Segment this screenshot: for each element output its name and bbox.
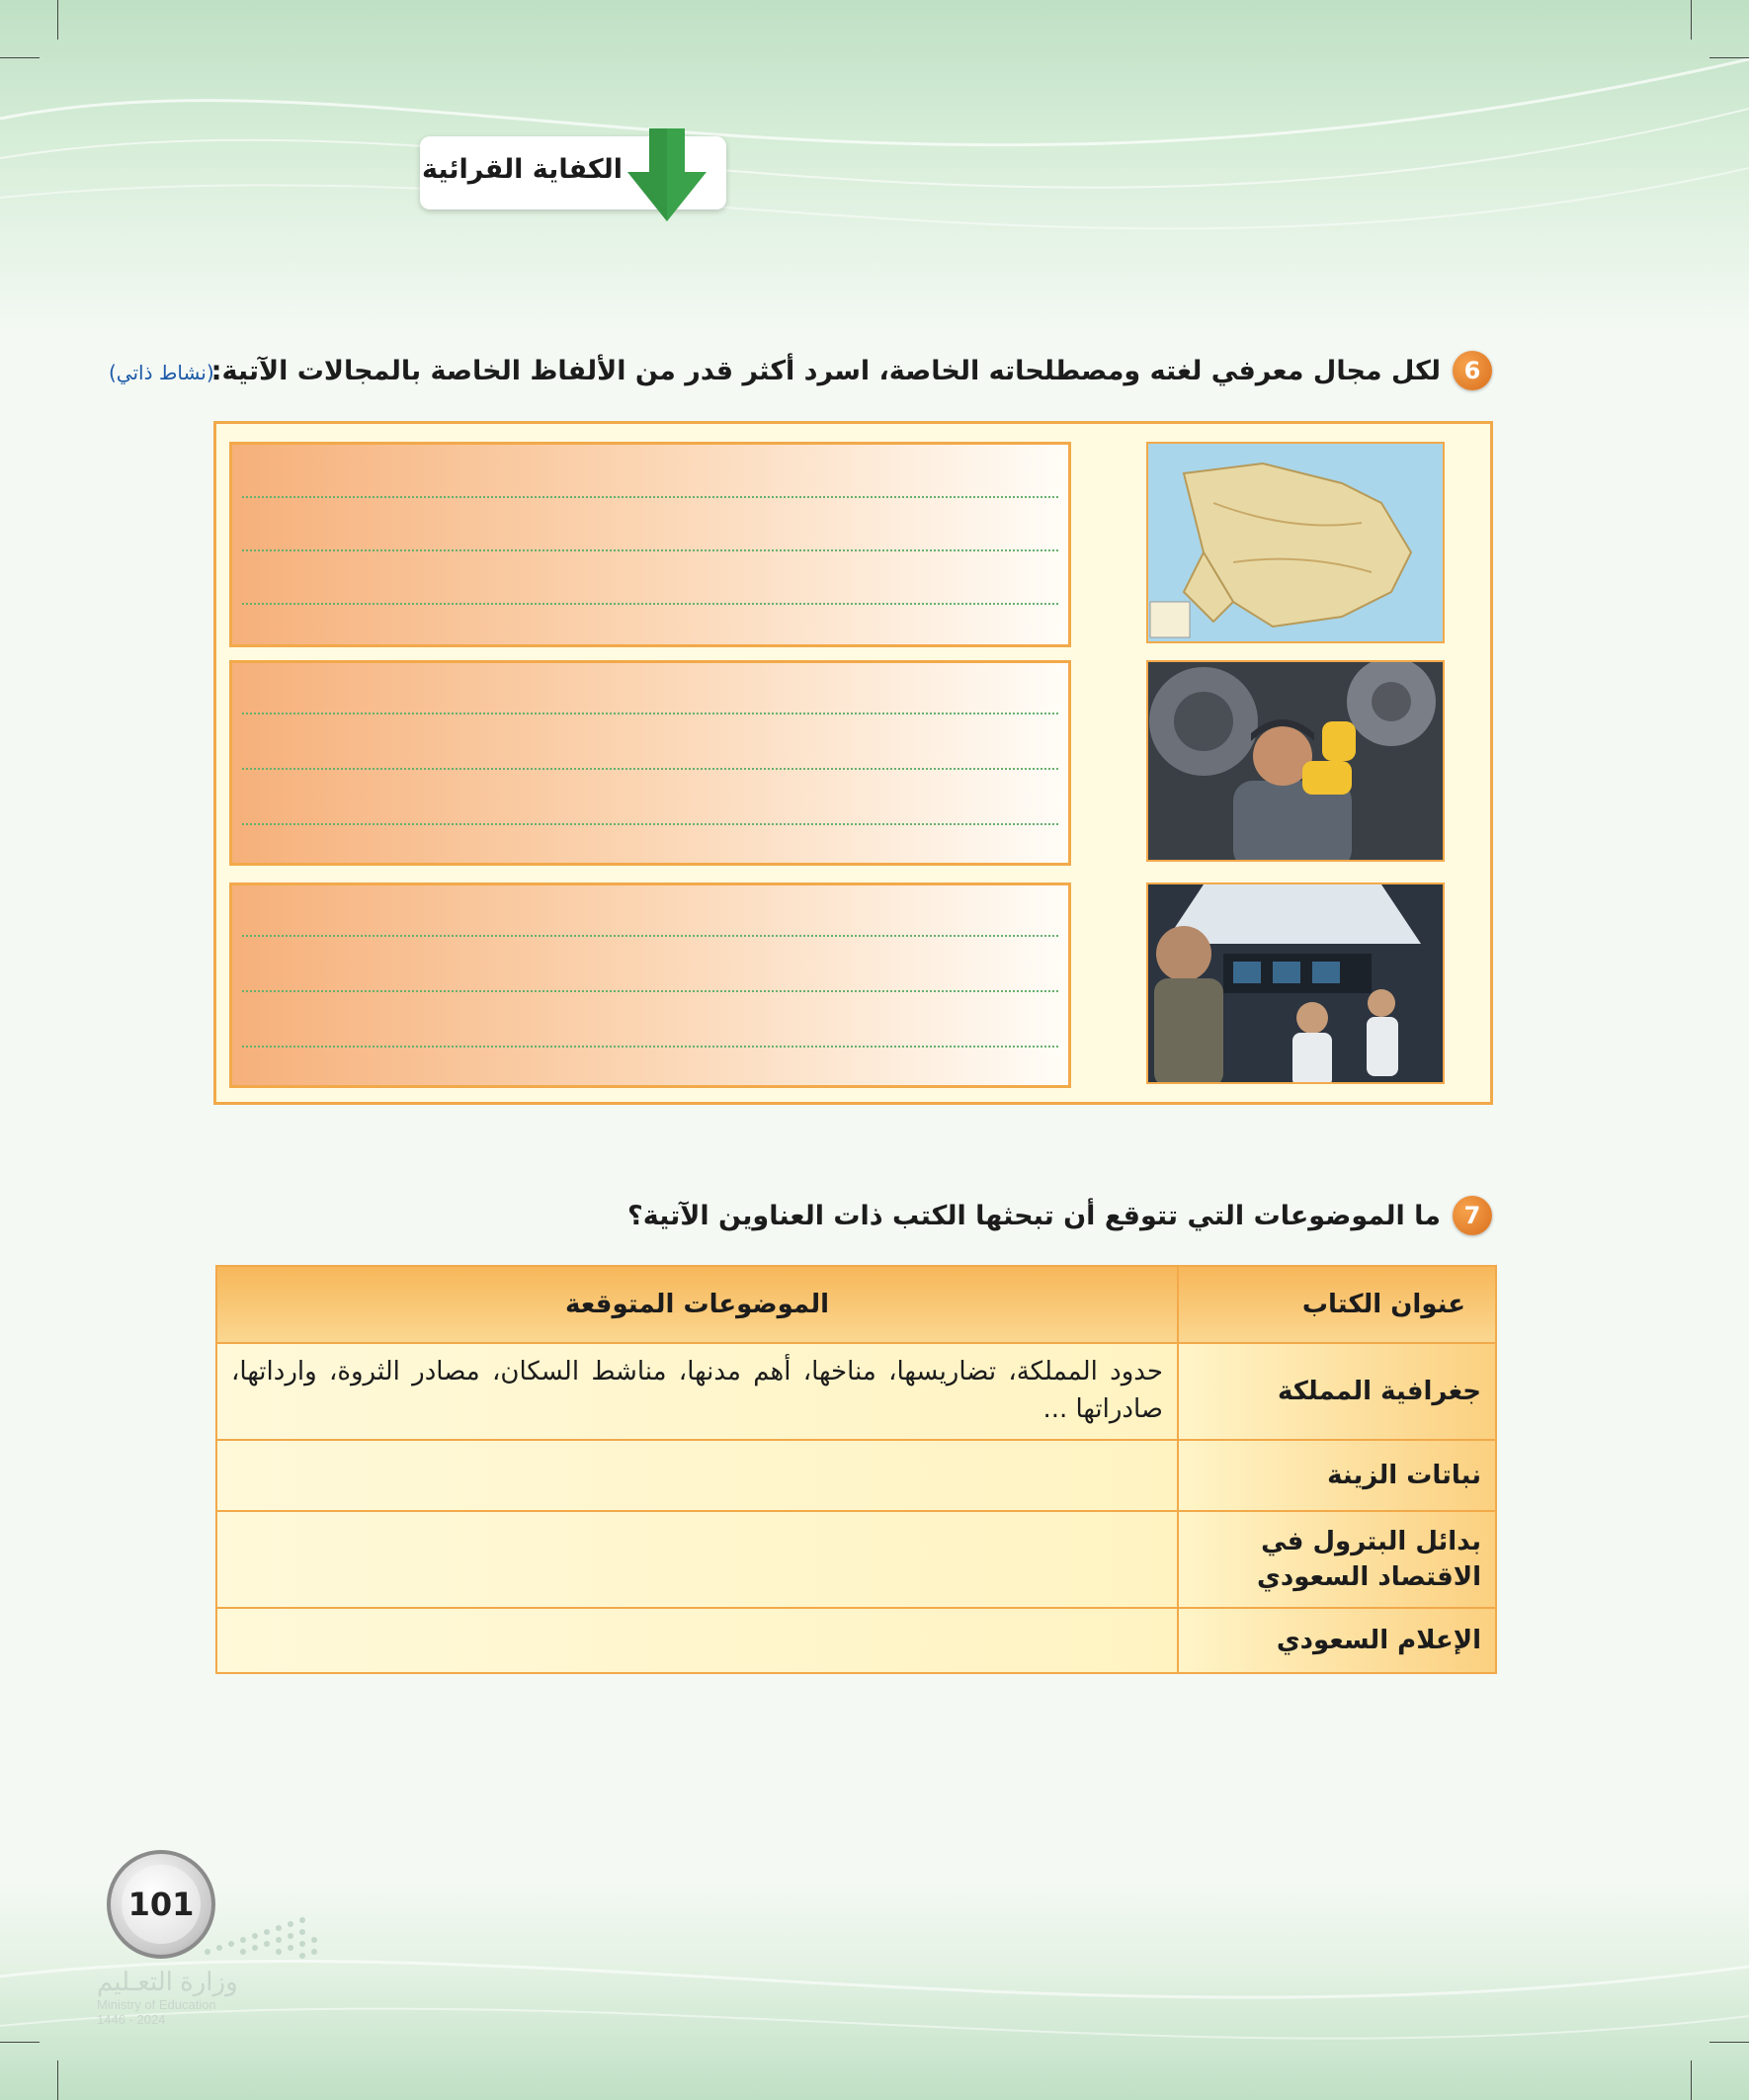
question-6: [211, 351, 1492, 390]
writing-line: [242, 935, 1058, 937]
crop-mark: [57, 2060, 58, 2100]
writing-line: [242, 1046, 1058, 1048]
crop-mark: [0, 2042, 40, 2043]
page-number: 101: [122, 1865, 201, 1944]
column-header-title: عنوان الكتاب: [1178, 1266, 1496, 1343]
answer-box-mechanics[interactable]: [229, 660, 1071, 866]
column-header-topics: الموضوعات المتوقعة: [216, 1266, 1178, 1343]
ministry-name-english: Ministry of Education: [97, 1997, 216, 2012]
books-topics-table: [215, 1265, 1497, 1674]
crop-mark: [1691, 0, 1692, 40]
writing-line: [242, 713, 1058, 714]
ministry-name-arabic: وزارة التعـليم: [97, 1967, 238, 1996]
topics-cell[interactable]: [216, 1608, 1178, 1673]
activity-note: (نشاط ذاتي): [109, 361, 214, 384]
crop-mark: [0, 57, 40, 58]
crop-mark: [1709, 57, 1749, 58]
question-number-badge: 6: [1453, 351, 1492, 390]
table-row: [216, 1343, 1496, 1440]
answer-box-geography[interactable]: [229, 442, 1071, 647]
writing-line: [242, 603, 1058, 605]
book-title-cell: بدائل البترول في الاقتصاد السعودي: [1178, 1511, 1496, 1608]
ministry-logo-icon: [198, 1892, 326, 1962]
crop-mark: [1691, 2060, 1692, 2100]
table-row: [216, 1440, 1496, 1511]
saudi-map-image: [1146, 442, 1445, 643]
book-title-cell: الإعلام السعودي: [1178, 1608, 1496, 1673]
down-arrow-icon: [625, 128, 708, 223]
table-row: [216, 1511, 1496, 1608]
table-header-row: [216, 1266, 1496, 1343]
topics-cell[interactable]: [216, 1511, 1178, 1608]
writing-line: [242, 823, 1058, 825]
writing-line: [242, 549, 1058, 551]
question-number-badge: 7: [1453, 1196, 1492, 1235]
book-title-cell: نباتات الزينة: [1178, 1440, 1496, 1511]
airplane-cockpit-image: [1146, 882, 1445, 1084]
table-row: [216, 1608, 1496, 1673]
writing-line: [242, 768, 1058, 770]
writing-line: [242, 496, 1058, 498]
section-header-tab: [420, 136, 726, 210]
topics-cell[interactable]: حدود المملكة، تضاريسها، مناخها، أهم مدنها، مناشط السكان، مصادر الثروة، وارداتها، صادراتها ...: [216, 1343, 1178, 1440]
question-text: ما الموضوعات التي تتوقع أن تبحثها الكتب ذات العناوين الآتية؟: [627, 1200, 1441, 1231]
section-title: الكفاية القرائية: [422, 154, 623, 185]
edition-year: 2024 - 1446: [97, 2012, 166, 2027]
crop-mark: [57, 0, 58, 40]
crop-mark: [1709, 2042, 1749, 2043]
answer-box-aviation[interactable]: [229, 882, 1071, 1088]
book-title-cell: جغرافية المملكة: [1178, 1343, 1496, 1440]
writing-line: [242, 990, 1058, 992]
topics-cell[interactable]: [216, 1440, 1178, 1511]
question-7: [627, 1196, 1492, 1235]
car-mechanic-image: [1146, 660, 1445, 862]
ministry-branding: [97, 1967, 265, 2027]
question-text: لكل مجال معرفي لغته ومصطلحاته الخاصة، اسرد أكثر قدر من الألفاظ الخاصة بالمجالات الآتية:: [210, 355, 1441, 386]
